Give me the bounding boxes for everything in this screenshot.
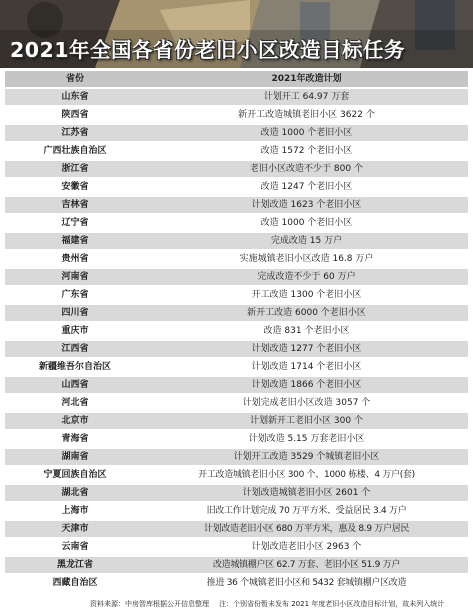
- plan-cell: 开工改造城镇老旧小区 300 个、1000 栋楼、4 万户(套): [145, 467, 468, 483]
- table-row: [5, 125, 468, 141]
- province-cell: 湖北省: [5, 485, 145, 501]
- page-title: 2021年全国各省份老旧小区改造目标任务: [10, 38, 406, 62]
- plan-cell: 计划改造老旧小区 2963 个: [145, 539, 468, 555]
- plan-cell: 计划改造 1866 个老旧小区: [145, 377, 468, 393]
- table-row: [5, 377, 468, 393]
- province-cell: 湖南省: [5, 449, 145, 465]
- table-row: [5, 395, 468, 411]
- table-row: [5, 557, 468, 573]
- province-cell: 河南省: [5, 269, 145, 285]
- province-cell: 陕西省: [5, 107, 145, 123]
- plan-cell: 改造 1247 个老旧小区: [145, 179, 468, 195]
- province-column-header: 省份: [5, 71, 145, 87]
- table-header-row: [5, 71, 468, 87]
- plan-cell: 改造 1000 个老旧小区: [145, 125, 468, 141]
- plan-cell: 新开工改造城镇老旧小区 3622 个: [145, 107, 468, 123]
- province-cell: 广西壮族自治区: [5, 143, 145, 159]
- table-row: [5, 161, 468, 177]
- province-cell: 北京市: [5, 413, 145, 429]
- plan-cell: 计划开工 64.97 万套: [145, 89, 468, 105]
- plan-cell: 计划完成老旧小区改造 3057 个: [145, 395, 468, 411]
- province-cell: 河北省: [5, 395, 145, 411]
- plan-cell: 旧改工作计划完成 70 万平方米、受益居民 3.4 万户: [145, 503, 468, 519]
- plan-cell: 开工改造 1300 个老旧小区: [145, 287, 468, 303]
- plan-cell: 完成改造 15 万户: [145, 233, 468, 249]
- plan-cell: 新开工改造 6000 个老旧小区: [145, 305, 468, 321]
- plan-cell: 改造 1000 个老旧小区: [145, 215, 468, 231]
- renovation-table: [5, 69, 468, 593]
- province-cell: 江苏省: [5, 125, 145, 141]
- province-cell: 天津市: [5, 521, 145, 537]
- table-row: [5, 341, 468, 357]
- plan-cell: 计划改造 1277 个老旧小区: [145, 341, 468, 357]
- plan-cell: 改造城镇棚户区 62.7 万套、老旧小区 51.9 万户: [145, 557, 468, 573]
- table-row: [5, 287, 468, 303]
- source-note: 资料来源：中房智库根据公开信息整理: [90, 600, 209, 608]
- header-banner: [0, 0, 473, 68]
- table-row: [5, 251, 468, 267]
- plan-cell: 计划改造 1714 个老旧小区: [145, 359, 468, 375]
- plan-cell: 计划改造 1623 个老旧小区: [145, 197, 468, 213]
- plan-cell: 实施城镇老旧小区改造 16.8 万户: [145, 251, 468, 267]
- table-row: [5, 449, 468, 465]
- plan-cell: 计划开工改造 3529 个城镇老旧小区: [145, 449, 468, 465]
- table-row: [5, 233, 468, 249]
- table-row: [5, 359, 468, 375]
- province-cell: 山西省: [5, 377, 145, 393]
- plan-cell: 计划改造 5.15 万套老旧小区: [145, 431, 468, 447]
- table-row: [5, 431, 468, 447]
- province-cell: 宁夏回族自治区: [5, 467, 145, 483]
- table-row: [5, 539, 468, 555]
- province-cell: 浙江省: [5, 161, 145, 177]
- table-row: [5, 143, 468, 159]
- table-row: [5, 503, 468, 519]
- province-cell: 西藏自治区: [5, 575, 145, 591]
- province-cell: 黑龙江省: [5, 557, 145, 573]
- plan-cell: 计划新开工老旧小区 300 个: [145, 413, 468, 429]
- table-row: [5, 521, 468, 537]
- table-row: [5, 89, 468, 105]
- province-cell: 山东省: [5, 89, 145, 105]
- province-cell: 青海省: [5, 431, 145, 447]
- province-cell: 吉林省: [5, 197, 145, 213]
- province-cell: 广东省: [5, 287, 145, 303]
- table-row: [5, 413, 468, 429]
- province-cell: 安徽省: [5, 179, 145, 195]
- plan-cell: 改造 1572 个老旧小区: [145, 143, 468, 159]
- omission-note: 注：个别省份暂未发布 2021 年度老旧小区改造目标计划，故未列入统计: [219, 600, 445, 608]
- table-row: [5, 575, 468, 591]
- table-row: [5, 467, 468, 483]
- table-row: [5, 179, 468, 195]
- plan-cell: 计划改造老旧小区 680 万平方米，惠及 8.9 万户居民: [145, 521, 468, 537]
- table-row: [5, 215, 468, 231]
- province-cell: 四川省: [5, 305, 145, 321]
- province-cell: 江西省: [5, 341, 145, 357]
- table-row: [5, 197, 468, 213]
- table-row: [5, 107, 468, 123]
- province-cell: 辽宁省: [5, 215, 145, 231]
- plan-column-header: 2021年改造计划: [145, 71, 468, 87]
- plan-cell: 推进 36 个城镇老旧小区和 5432 套城镇棚户区改造: [145, 575, 468, 591]
- table-row: [5, 305, 468, 321]
- province-cell: 贵州省: [5, 251, 145, 267]
- province-cell: 重庆市: [5, 323, 145, 339]
- province-cell: 云南省: [5, 539, 145, 555]
- province-cell: 新疆维吾尔自治区: [5, 359, 145, 375]
- plan-cell: 改造 831 个老旧小区: [145, 323, 468, 339]
- footer-notes: [0, 598, 473, 610]
- plan-cell: 计划改造城镇老旧小区 2601 个: [145, 485, 468, 501]
- plan-cell: 老旧小区改造不少于 800 个: [145, 161, 468, 177]
- province-cell: 福建省: [5, 233, 145, 249]
- plan-cell: 完成改造不少于 60 万户: [145, 269, 468, 285]
- province-cell: 上海市: [5, 503, 145, 519]
- table-row: [5, 485, 468, 501]
- table-row: [5, 269, 468, 285]
- table-row: [5, 323, 468, 339]
